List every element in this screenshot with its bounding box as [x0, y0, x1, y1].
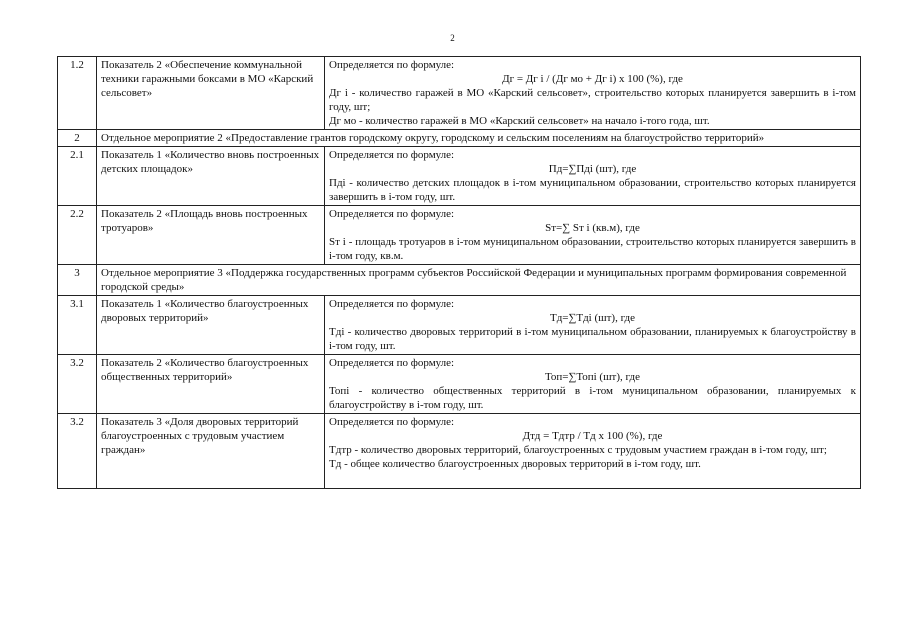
formula: Sт=∑ Sт i (кв.м), где: [545, 222, 640, 234]
indicator-name: Показатель 2 «Количество благоустроенных общественных территорий»: [97, 355, 325, 414]
method-intro: Определяется по формуле:: [329, 416, 455, 428]
calculation-method: [325, 355, 861, 414]
section-title: Отдельное мероприятие 2 «Предоставление грантов городскому округу, городскому и сельским поселениям на благоустройство территорий»: [97, 130, 861, 147]
calculation-method: [325, 414, 861, 489]
row-number: 3.2: [58, 414, 97, 489]
formula-description: Пдi - количество детских площадок в i-том муниципальном образовании, строительство которых планируется завершить в i-том году, шт.: [329, 177, 856, 203]
formula-description: Тдтр - количество дворовых территорий, благоустроенных с трудовым участием граждан в i-том году, шт;: [329, 444, 827, 456]
table-row: [58, 57, 861, 130]
calculation-method: [325, 147, 861, 206]
row-number: 2.2: [58, 206, 97, 265]
indicator-name: Показатель 2 «Обеспечение коммунальной техники гаражными боксами в МО «Карский сельсовет»: [97, 57, 325, 130]
method-intro: Определяется по формуле:: [329, 357, 455, 369]
formula: Тд=∑Тдi (шт), где: [549, 312, 636, 324]
indicator-name: Показатель 1 «Количество вновь построенных детских площадок»: [97, 147, 325, 206]
formula-description: Дг i - количество гаражей в МО «Карский сельсовет», строительство которых планируется завершить в i-том году, шт;: [329, 87, 856, 113]
row-number: 3.1: [58, 296, 97, 355]
section-row: [58, 130, 861, 147]
row-number: 3.2: [58, 355, 97, 414]
calculation-method: [325, 296, 861, 355]
table-row: [58, 206, 861, 265]
indicator-name: Показатель 2 «Площадь вновь построенных тротуаров»: [97, 206, 325, 265]
formula-description: Дг мо - количество гаражей в МО «Карский сельсовет» на начало i-того года, шт.: [329, 115, 710, 127]
formula: Топ=∑Топi (шт), где: [545, 371, 640, 383]
table-row: [58, 414, 861, 489]
formula: Дтд = Тдтр / Тд х 100 (%), где: [522, 430, 663, 442]
formula: Пд=∑Пдi (шт), где: [548, 163, 637, 175]
calculation-method: [325, 206, 861, 265]
indicator-name: Показатель 1 «Количество благоустроенных дворовых территорий»: [97, 296, 325, 355]
table-row: [58, 147, 861, 206]
calculation-method: [325, 57, 861, 130]
table-row: [58, 355, 861, 414]
page-number: 2: [450, 33, 455, 43]
formula: Дг = Дг i / (Дг мо + Дг i) х 100 (%), где: [502, 73, 683, 85]
formula-description: Тд - общее количество благоустроенных дворовых территорий в i-том году, шт.: [329, 458, 701, 470]
row-number: 3: [58, 265, 97, 296]
section-row: [58, 265, 861, 296]
row-number: 2.1: [58, 147, 97, 206]
indicator-name: Показатель 3 «Доля дворовых территорий благоустроенных с трудовым участием граждан»: [97, 414, 325, 489]
formula-description: Sт i - площадь тротуаров в i-том муниципальном образовании, строительство которых планируется завершить в i-том году, кв.м.: [329, 236, 856, 262]
indicators-table: [57, 56, 861, 489]
formula-description: Топi - количество общественных территорий в i-том муниципальном образовании, планируемых к благоустройству в i-том году, шт.: [329, 385, 856, 411]
method-intro: Определяется по формуле:: [329, 298, 455, 310]
method-intro: Определяется по формуле:: [329, 208, 455, 220]
table-row: [58, 296, 861, 355]
row-number: 2: [58, 130, 97, 147]
row-number: 1.2: [58, 57, 97, 130]
method-intro: Определяется по формуле:: [329, 149, 455, 161]
method-intro: Определяется по формуле:: [329, 59, 455, 71]
formula-description: Тдi - количество дворовых территорий в i-том муниципальном образовании, планируемых к благоустройству в i-том году, шт.: [329, 326, 856, 352]
section-title: Отдельное мероприятие 3 «Поддержка государственных программ субъектов Российской Федерации и муниципальных программ формирования современной городской среды»: [97, 265, 861, 296]
